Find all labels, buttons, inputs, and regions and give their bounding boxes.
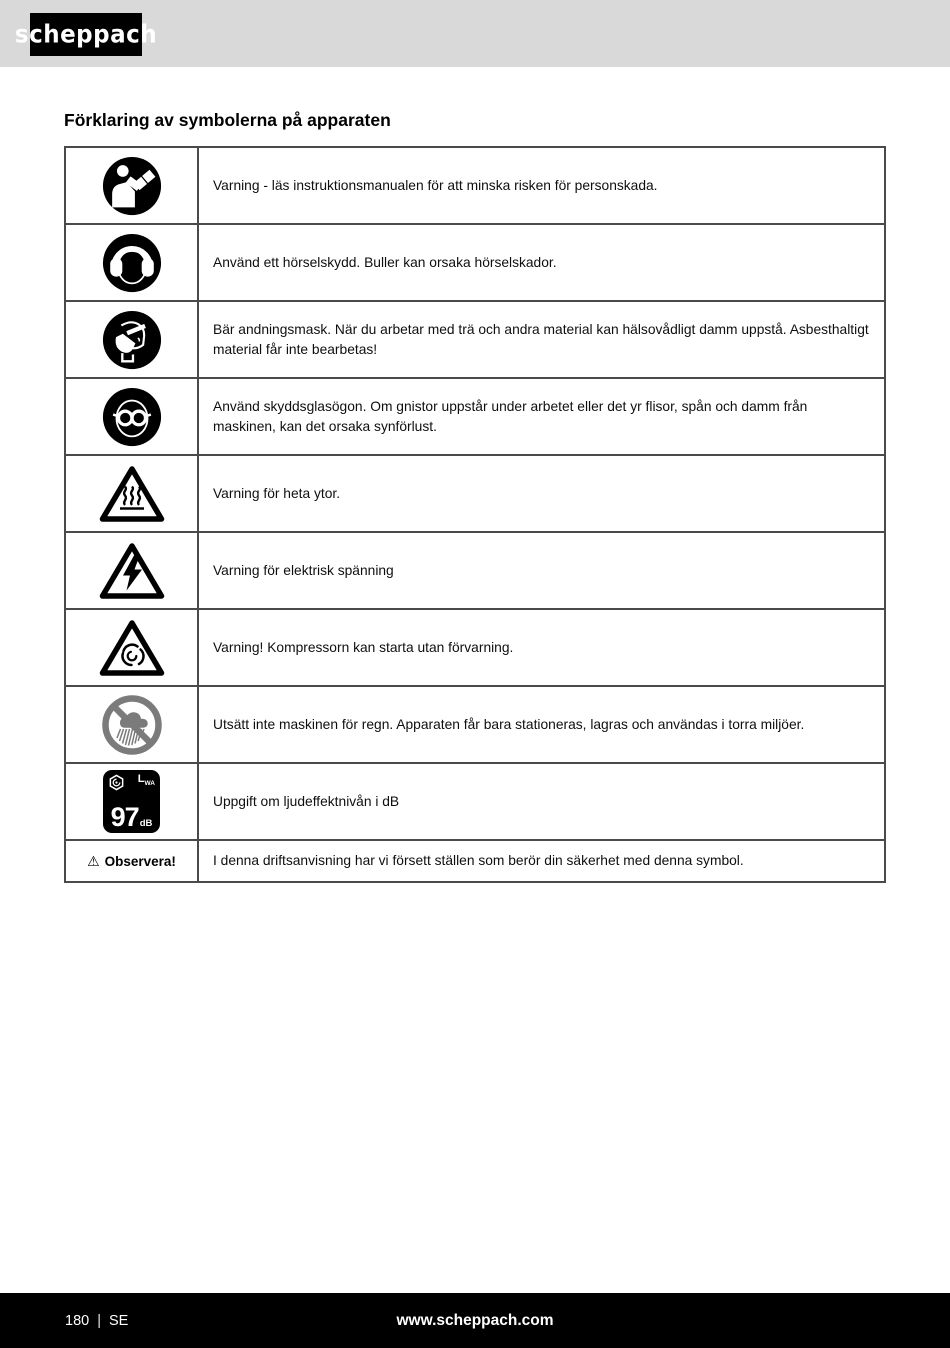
symbol-text: Använd skyddsglasögon. Om gnistor uppstår under arbetet eller det yr flisor, spån och damm från maskinen, kan det orsaka synförlust.: [213, 399, 808, 434]
header-band: [0, 0, 950, 67]
noise-level-unit: dB: [139, 818, 153, 829]
page-number: 180: [65, 1312, 90, 1329]
symbol-icon-cell: [66, 841, 199, 881]
table-row: [66, 687, 884, 764]
sound-power-level-icon: [103, 770, 160, 833]
footer-separator: |: [97, 1312, 101, 1329]
dust-mask-icon: [101, 309, 163, 371]
table-row: [66, 379, 884, 456]
symbol-icon-cell: [66, 148, 199, 223]
noise-level-value: 97: [110, 802, 139, 832]
page-title: Förklaring av symbolerna på apparaten: [64, 109, 391, 130]
table-row: [66, 533, 884, 610]
read-manual-icon: [101, 155, 163, 217]
symbol-text: Bär andningsmask. När du arbetar med trä och andra material kan hälsovådligt damm uppstå. Asbesthaltigt material får inte bearbetas!: [213, 322, 869, 357]
symbol-icon-cell: [66, 379, 199, 454]
symbol-text: Uppgift om ljudeffektnivån i dB: [213, 793, 400, 809]
table-row: [66, 302, 884, 379]
automatic-start-warning-icon: [99, 618, 165, 678]
symbol-text: Varning! Kompressorn kan starta utan förvarning.: [213, 639, 514, 655]
footer-bar: [0, 1293, 950, 1348]
symbol-icon-cell: [66, 225, 199, 300]
attention-label: ⚠ Observera!: [87, 852, 176, 869]
hearing-protection-icon: [101, 232, 163, 294]
table-row: [66, 610, 884, 687]
logo-text: scheppach: [14, 20, 158, 49]
table-row: [66, 841, 884, 881]
table-row: [66, 148, 884, 225]
website-url: www.scheppach.com: [396, 1311, 554, 1329]
language-code: SE: [108, 1312, 129, 1329]
symbol-icon-cell: [66, 610, 199, 685]
symbol-text: I denna driftsanvisning har vi försett ställen som berör din säkerhet med denna symbol.: [213, 853, 744, 869]
symbol-icon-cell: [66, 687, 199, 762]
hot-surface-warning-icon: [99, 464, 165, 524]
eye-protection-icon: [101, 386, 163, 448]
table-row: [66, 764, 884, 841]
compressor-hexagon-icon: [108, 774, 125, 791]
symbol-text: Utsätt inte maskinen för regn. Apparaten får bara stationeras, lagras och användas i torra miljöer.: [213, 716, 805, 732]
symbol-icon-cell: [66, 302, 199, 377]
symbol-text: Varning - läs instruktionsmanualen för att minska risken för personskada.: [213, 177, 658, 193]
no-rain-icon: [100, 693, 164, 757]
symbols-table: [64, 146, 886, 883]
lwa-label: $L_{WA}$: [137, 773, 155, 788]
table-row: [66, 225, 884, 302]
warning-triangle-icon: ⚠: [87, 852, 100, 869]
symbol-icon-cell: [66, 764, 199, 839]
scheppach-logo: [14, 13, 158, 56]
table-row: [66, 456, 884, 533]
symbol-icon-cell: [66, 456, 199, 531]
symbol-text: Använd ett hörselskydd. Buller kan orsaka hörselskador.: [213, 254, 557, 270]
symbol-text: Varning för heta ytor.: [213, 485, 341, 501]
symbol-text: Varning för elektrisk spänning: [213, 562, 394, 578]
symbol-icon-cell: [66, 533, 199, 608]
electric-voltage-warning-icon: [99, 541, 165, 601]
